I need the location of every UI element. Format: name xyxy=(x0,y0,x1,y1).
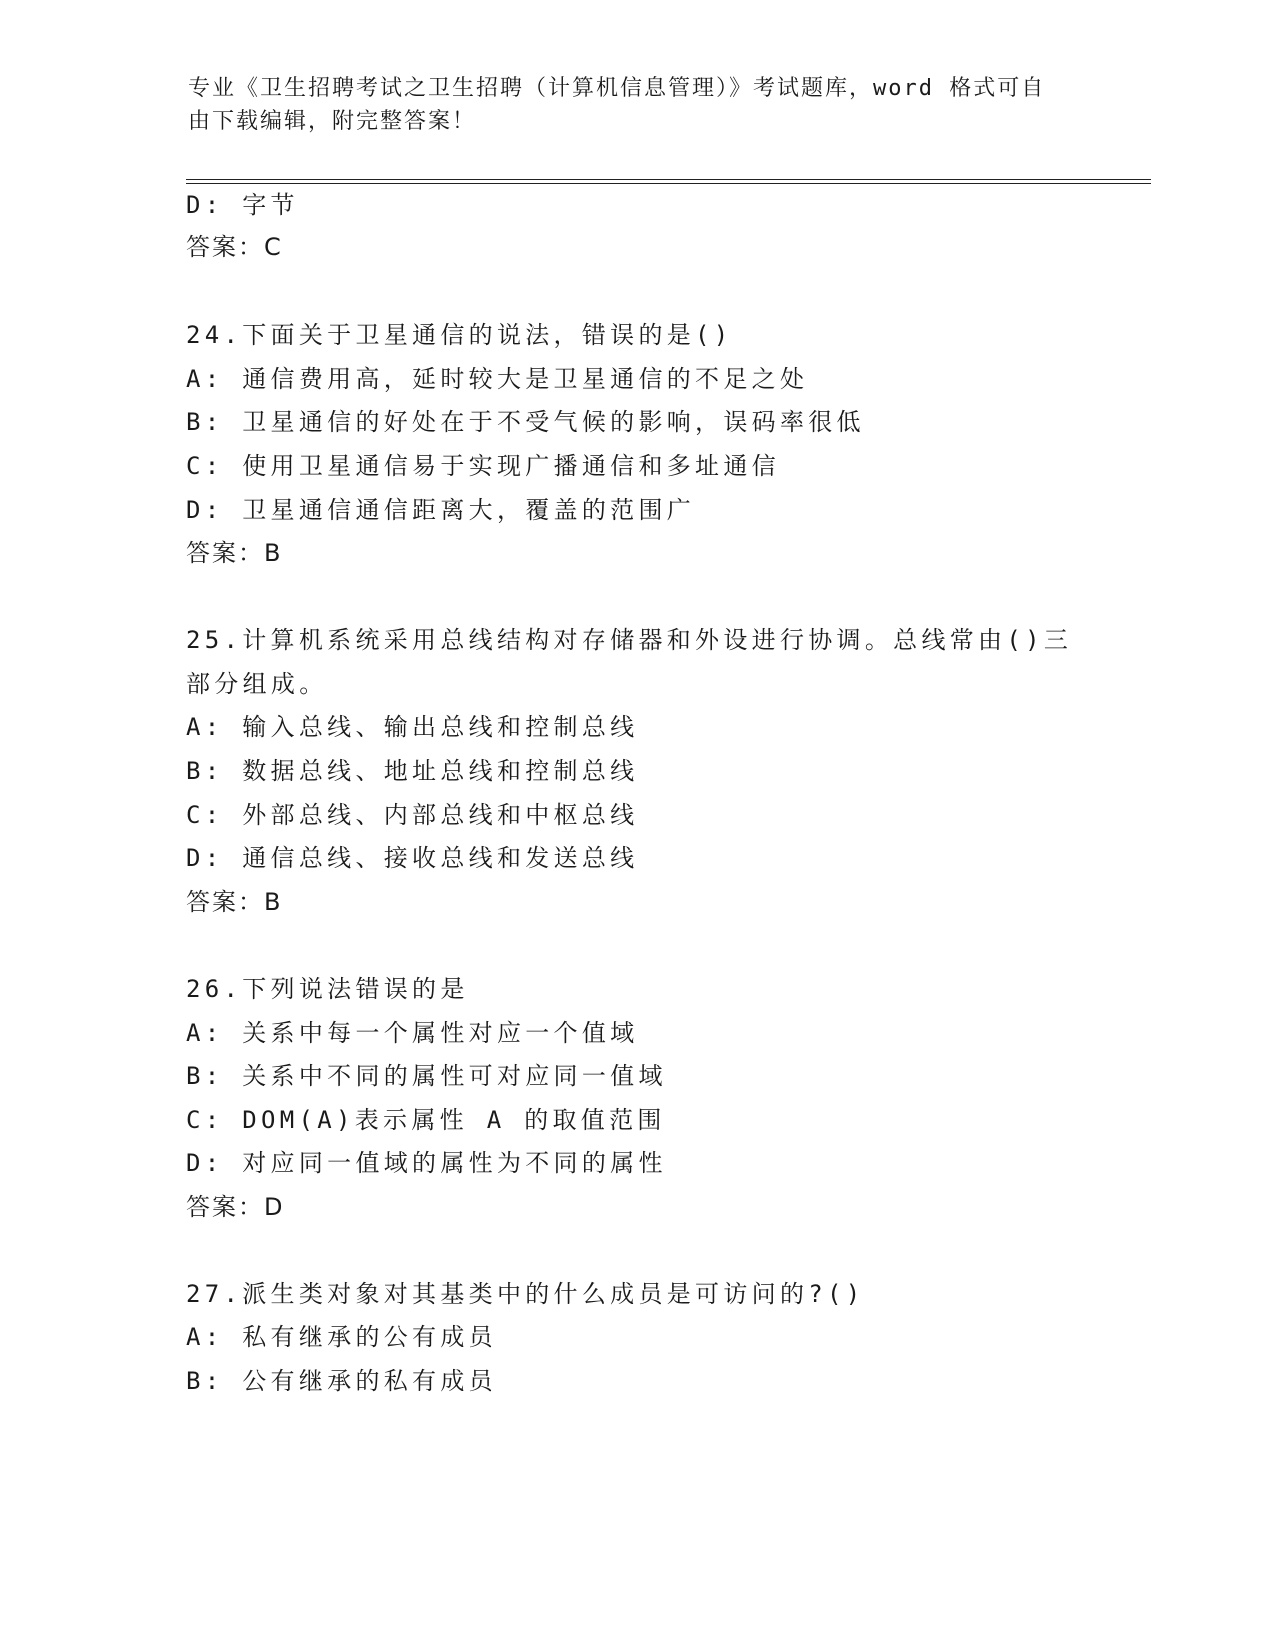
q25-option-a: A: 输入总线、输出总线和控制总线 xyxy=(186,713,639,741)
q26-stem: 26.下列说法错误的是 xyxy=(186,975,469,1003)
q26-option-d: D: 对应同一值域的属性为不同的属性 xyxy=(186,1149,667,1177)
prev-option-d: D: 字节 xyxy=(186,191,299,219)
q25-stem-line-1: 25.计算机系统采用总线结构对存储器和外设进行协调。总线常由()三 xyxy=(186,626,1073,654)
q26-option-a: A: 关系中每一个属性对应一个值域 xyxy=(186,1019,639,1047)
q27-stem: 27.派生类对象对其基类中的什么成员是可访问的?() xyxy=(186,1280,865,1308)
q25-stem-line-2: 部分组成。 xyxy=(186,670,328,698)
header-divider-top xyxy=(186,179,1151,180)
q26-option-c: C: DOM(A)表示属性 A 的取值范围 xyxy=(186,1106,666,1134)
q25-answer: 答案：B xyxy=(186,888,283,916)
header-line-1: 专业《卫生招聘考试之卫生招聘（计算机信息管理）》考试题库，word 格式可自 xyxy=(188,76,1046,101)
q27-option-b: B: 公有继承的私有成员 xyxy=(186,1367,497,1395)
q26-answer: 答案：D xyxy=(186,1193,285,1221)
header-line-2: 由下载编辑，附完整答案！ xyxy=(188,109,477,134)
q25-option-b: B: 数据总线、地址总线和控制总线 xyxy=(186,757,639,785)
prev-answer: 答案：C xyxy=(186,233,283,261)
q25-option-d: D: 通信总线、接收总线和发送总线 xyxy=(186,844,639,872)
document-header xyxy=(188,72,1068,138)
q24-option-a: A: 通信费用高，延时较大是卫星通信的不足之处 xyxy=(186,365,809,393)
q25-option-c: C: 外部总线、内部总线和中枢总线 xyxy=(186,801,639,829)
q27-option-a: A: 私有继承的公有成员 xyxy=(186,1323,497,1351)
q24-option-c: C: 使用卫星通信易于实现广播通信和多址通信 xyxy=(186,452,780,480)
q24-option-d: D: 卫星通信通信距离大，覆盖的范围广 xyxy=(186,496,696,524)
q24-stem: 24.下面关于卫星通信的说法，错误的是() xyxy=(186,321,733,349)
header-divider-bottom xyxy=(186,183,1151,184)
q24-option-b: B: 卫星通信的好处在于不受气候的影响，误码率很低 xyxy=(186,408,865,436)
q26-option-b: B: 关系中不同的属性可对应同一值域 xyxy=(186,1062,667,1090)
q24-answer: 答案：B xyxy=(186,539,283,567)
